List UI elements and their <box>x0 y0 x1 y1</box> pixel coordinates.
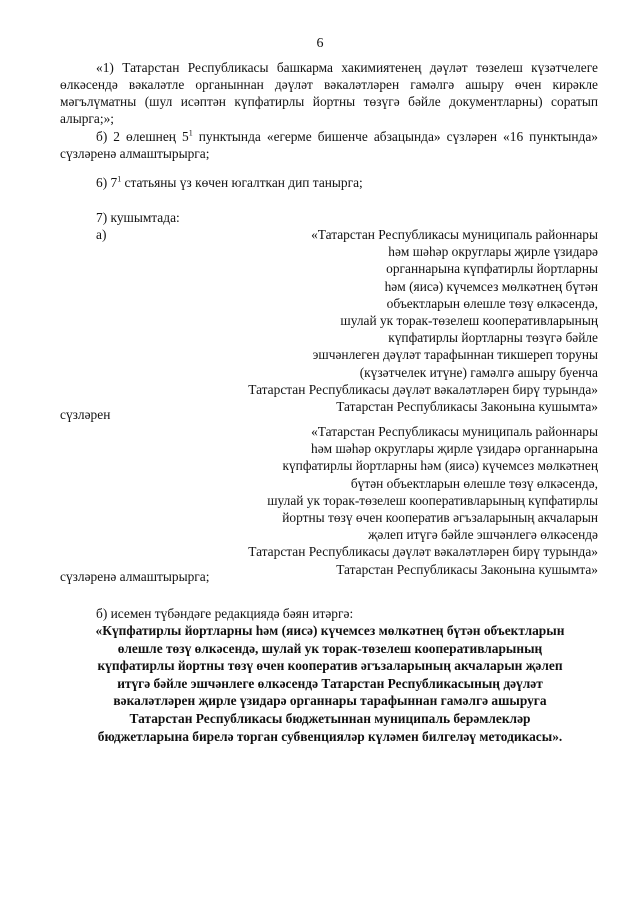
quote-new-title <box>248 423 598 578</box>
bold-line: Татарстан Республикасы бюджетыннан муниципаль берәмлекләр <box>129 710 531 726</box>
paragraph-text-part: б) 2 өлешнең 5 <box>96 129 189 144</box>
quote-line: бүтән объектларын өлешле төзү өлкәсендә, <box>350 475 598 491</box>
quote-line: йортны төзү өчен кооператив әгъзаларының акчаларын <box>282 510 598 526</box>
quote-line: һәм шәһәр округлары җирле үзидарә <box>388 244 598 260</box>
new-title-bold <box>60 622 600 745</box>
paragraph-text-part: статьяны үз көчен югалткан дип танырга; <box>121 175 363 190</box>
quote-line: Татарстан Республикасы дәүләт вәкаләтләрен бирү турында» <box>248 381 598 397</box>
paragraph-text-part: 6) 7 <box>96 175 118 190</box>
quote-line: күпфатирлы йортларны һәм (яисә) күчемсез мөлкәтнең <box>282 458 598 474</box>
quote-line: «Татарстан Республикасы муниципаль районнары <box>311 424 598 439</box>
quote-line: объектларын өлешле төзү өлкәсендә, <box>386 295 598 311</box>
paragraph-text-part: пунктында «егерме бишенче абзацында» сүзләрен «16 пунктында» сүзләренә алмаштырырга; <box>60 129 598 161</box>
word-replace: сүзләренә алмаштырырга; <box>60 569 210 584</box>
quote-line: күпфатирлы йортларны төзүгә бәйле <box>388 330 598 346</box>
quote-line: һәм (яисә) күчемсез мөлкәтнең бүтән <box>384 278 598 294</box>
quote-line: Татарстан Республикасы дәүләт вәкаләтләрен бирү турында» <box>248 544 598 560</box>
paragraph-item-7: 7) кушымтада: <box>96 210 180 225</box>
word-suzleren: сүзләрен <box>60 407 111 422</box>
page-number: 6 <box>316 36 324 51</box>
quote-line: Татарстан Республикасы Законына кушымта» <box>336 399 598 415</box>
quote-line: «Татарстан Республикасы муниципаль районнары <box>311 227 598 242</box>
superscript: 1 <box>117 174 122 184</box>
paragraph-item-b-title: б) исемен түбәндәге редакциядә бәян итәргә: <box>96 606 354 621</box>
bold-line: бюджетларына бирелә торган субвенцияләр күләмен билгеләү методикасы». <box>97 728 563 744</box>
paragraph-item-1: «1) Татарстан Республикасы башкарма хакимиятенең дәүләт төзелеш күзәтчелеге өлкәсендә вәкаләтле органыннан дәүләт вәкаләтләрен гамәлгә ашыру өчен кирәкле мәгълүматны (шул исәптән күпфатирлы йортны төзүгә бәйле документларны) соратып алырга;»; <box>60 60 598 126</box>
quote-line: шулай ук торак-төзелеш кооперативларының күпфатирлы <box>267 492 598 508</box>
quote-line: җәлеп итүгә бәйле эшчәнлегә өлкәсендә <box>368 527 598 543</box>
bold-line: итүгә бәйле эшчәнлеге өлкәсендә Татарстан Республикасының дәүләт <box>117 675 543 691</box>
quote-line: һәм шәһәр округлары җирле үзидарә органнарына <box>311 441 598 457</box>
bold-line: «Күпфатирлы йортларны һәм (яисә) күчемсез мөлкәтнең бүтән объектларын <box>95 623 565 638</box>
quote-line: шулай ук торак-төзелеш кооперативларының <box>340 313 598 329</box>
quote-line: эшчәнлеген дәүләт тарафыннан тикшереп торуны <box>312 347 598 363</box>
bold-line: күпфатирлы йортны төзү өчен кооператив әгъзаларының акчаларын җәлеп <box>97 658 563 674</box>
quote-old-title <box>248 226 598 415</box>
quote-line: органнарына күпфатирлы йортларны <box>386 261 598 277</box>
bold-line: өлешле төзү өлкәсендә, шулай ук торак-төзелеш кооперативларының <box>117 640 543 656</box>
bold-line: вәкаләтләрен җирле үзидарә органнары тарафыннан гамәлгә ашыруга <box>113 693 547 709</box>
paragraph-item-b-point-5-1 <box>60 128 598 162</box>
sub-item-label-a: а) <box>96 227 107 242</box>
quote-line: (күзәтчелек итүне) гамәлгә ашыру буенча <box>359 364 598 380</box>
quote-line: Татарстан Республикасы Законына кушымта» <box>336 561 598 577</box>
paragraph-item-6 <box>96 174 596 191</box>
superscript: 1 <box>188 128 193 138</box>
